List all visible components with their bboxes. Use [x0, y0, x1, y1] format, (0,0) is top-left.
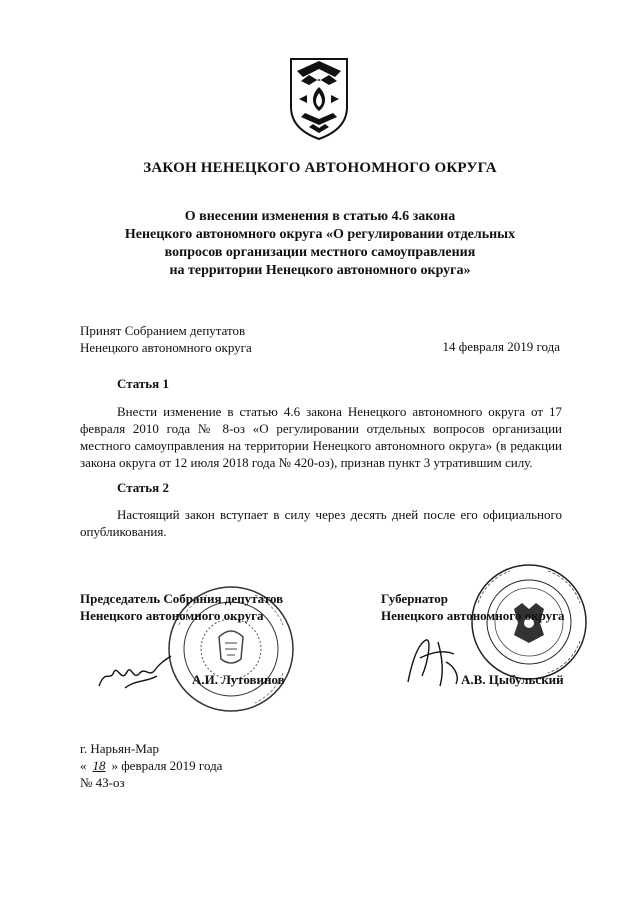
left-signatory-name: А.И. Лутовинов [192, 672, 285, 687]
article-2-text: Настоящий закон вступает в силу через десять дней после его официального опубликования. [80, 507, 562, 539]
law-subtitle [80, 208, 560, 280]
subtitle-line: на территории Ненецкого автономного округа» [169, 263, 471, 278]
footer-date-prefix: « [80, 758, 87, 773]
article-1-heading: Статья 1 [117, 376, 169, 391]
signatory-title-line: Ненецкого автономного округа [381, 608, 565, 623]
right-handwritten-signature-icon [398, 632, 468, 692]
adoption-line: Ненецкого автономного округа [80, 340, 252, 355]
left-signatory-title [80, 590, 283, 624]
right-signatory-title [381, 590, 565, 624]
subtitle-line: Ненецкого автономного округа «О регулировании отдельных [124, 227, 516, 242]
footer-number: № 43-оз [80, 775, 125, 790]
article-1-text: Внести изменение в статью 4.6 закона Ненецкого автономного округа от 17 февраля 2010 года № 8-оз «О регулировании отдельных вопросов организации местного самоуправления на территории Ненецкого автономного округа» (в редакции закона округа от 12 июля 2018 года № 420-оз), признав пункт 3 утратившим силу. [80, 404, 562, 470]
footer-block [80, 740, 222, 791]
footer-date-day: 18 [92, 758, 106, 773]
left-handwritten-signature-icon [95, 650, 190, 695]
adoption-info [80, 322, 252, 356]
signatory-title-line: Ненецкого автономного округа [80, 608, 264, 623]
adoption-line: Принят Собранием депутатов [80, 323, 246, 338]
article-2-heading: Статья 2 [117, 480, 169, 495]
adoption-date: 14 февраля 2019 года [442, 339, 560, 354]
subtitle-line: вопросов организации местного самоуправления [164, 245, 476, 260]
right-signatory-name: А.В. Цыбульский [461, 672, 564, 687]
footer-date-suffix: » февраля 2019 года [111, 758, 223, 773]
coat-of-arms-icon [287, 55, 351, 141]
signatory-title-line: Председатель Собрания депутатов [80, 591, 284, 606]
subtitle-line: О внесении изменения в статью 4.6 закона [184, 209, 456, 224]
law-title: ЗАКОН НЕНЕЦКОГО АВТОНОМНОГО ОКРУГА [143, 160, 497, 176]
footer-date [80, 757, 222, 774]
signatory-title-line: Губернатор [381, 591, 449, 606]
footer-city: г. Нарьян-Мар [80, 741, 160, 756]
